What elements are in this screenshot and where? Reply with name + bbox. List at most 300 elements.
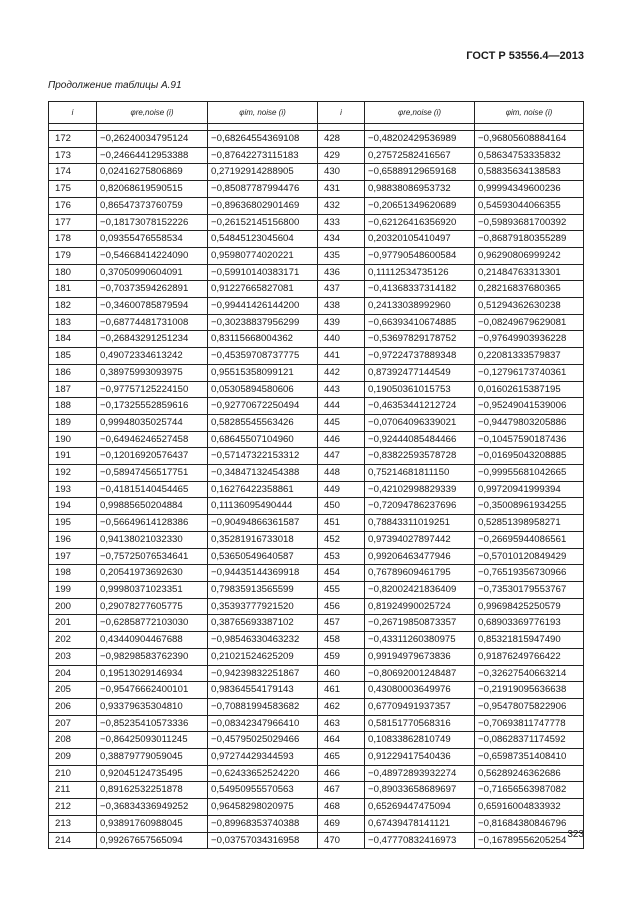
index-cell: 437 — [318, 281, 365, 298]
value-cell: −0,70373594262891 — [97, 281, 208, 298]
index-cell: 430 — [318, 164, 365, 181]
value-cell: −0,57147322153312 — [208, 448, 318, 465]
value-cell: −0,65889129659168 — [365, 164, 475, 181]
index-cell: 464 — [318, 732, 365, 749]
value-cell: 0,19513029146934 — [97, 665, 208, 682]
value-cell: 0,20320105410497 — [365, 231, 475, 248]
value-cell: 0,52851398958271 — [475, 515, 584, 532]
value-cell: 0,58835634138583 — [475, 164, 584, 181]
value-cell: 0,97394027897442 — [365, 531, 475, 548]
index-cell: 213 — [49, 815, 97, 832]
table-row — [49, 815, 584, 832]
value-cell: 0,83115668004362 — [208, 331, 318, 348]
value-cell: −0,89636802901469 — [208, 197, 318, 214]
value-cell: −0,97757125224150 — [97, 381, 208, 398]
value-cell: 0,20541973692630 — [97, 565, 208, 582]
index-cell: 206 — [49, 698, 97, 715]
value-cell: 0,91229417540436 — [365, 749, 475, 766]
value-cell: −0,92444085484466 — [365, 431, 475, 448]
table-row — [49, 247, 584, 264]
value-cell: 0,02416275806869 — [97, 164, 208, 181]
value-cell: −0,86879180355289 — [475, 231, 584, 248]
value-cell: 0,11136095490444 — [208, 498, 318, 515]
index-cell: 208 — [49, 732, 97, 749]
table-row — [49, 665, 584, 682]
value-cell: −0,30238837956299 — [208, 314, 318, 331]
value-cell: −0,26152145156800 — [208, 214, 318, 231]
index-cell: 184 — [49, 331, 97, 348]
index-cell: 201 — [49, 615, 97, 632]
value-cell: 0,96458298020975 — [208, 799, 318, 816]
value-cell: −0,57010120849429 — [475, 548, 584, 565]
value-cell: 0,82068619590515 — [97, 181, 208, 198]
value-cell: −0,48202429536989 — [365, 131, 475, 148]
value-cell: −0,45795025029466 — [208, 732, 318, 749]
index-cell: 188 — [49, 398, 97, 415]
value-cell: −0,36834336949252 — [97, 799, 208, 816]
index-cell: 178 — [49, 231, 97, 248]
index-cell: 441 — [318, 348, 365, 365]
value-cell: −0,96805608884164 — [475, 131, 584, 148]
col-header-i: i — [49, 102, 97, 124]
value-cell: −0,95476662400101 — [97, 682, 208, 699]
value-cell: −0,68264554369108 — [208, 131, 318, 148]
value-cell: −0,97790548600584 — [365, 247, 475, 264]
index-cell: 461 — [318, 682, 365, 699]
value-cell: −0,62433652524220 — [208, 765, 318, 782]
value-cell: 0,27192914288905 — [208, 164, 318, 181]
index-cell: 191 — [49, 448, 97, 465]
index-cell: 172 — [49, 131, 97, 148]
spacer-row — [49, 124, 584, 131]
index-cell: 438 — [318, 298, 365, 315]
index-cell: 190 — [49, 431, 97, 448]
index-cell: 176 — [49, 197, 97, 214]
value-cell: 0,01602615387195 — [475, 381, 584, 398]
table-row — [49, 281, 584, 298]
index-cell: 447 — [318, 448, 365, 465]
index-cell: 183 — [49, 314, 97, 331]
value-cell: 0,53650549640587 — [208, 548, 318, 565]
index-cell: 463 — [318, 715, 365, 732]
value-cell: 0,27572582416567 — [365, 147, 475, 164]
table-row — [49, 231, 584, 248]
index-cell: 175 — [49, 181, 97, 198]
value-cell: 0,91227665827081 — [208, 281, 318, 298]
index-cell: 466 — [318, 765, 365, 782]
value-cell: −0,46353441212724 — [365, 398, 475, 415]
value-cell: 0,10833862810749 — [365, 732, 475, 749]
value-cell: 0,38879779059045 — [97, 749, 208, 766]
value-cell: 0,94138021032330 — [97, 531, 208, 548]
table-row — [49, 698, 584, 715]
index-cell: 200 — [49, 598, 97, 615]
table-row — [49, 181, 584, 198]
value-cell: 0,58634753335832 — [475, 147, 584, 164]
value-cell: −0,89033658689697 — [365, 782, 475, 799]
value-cell: 0,54593044066355 — [475, 197, 584, 214]
value-cell: 0,89162532251878 — [97, 782, 208, 799]
value-cell: 0,75214681811150 — [365, 465, 475, 482]
index-cell: 449 — [318, 481, 365, 498]
value-cell: −0,42102998829339 — [365, 481, 475, 498]
value-cell: 0,67709491937357 — [365, 698, 475, 715]
standard-header: ГОСТ Р 53556.4—2013 — [466, 50, 584, 62]
value-cell: −0,98298583762390 — [97, 648, 208, 665]
value-cell: −0,18173078152226 — [97, 214, 208, 231]
value-cell: 0,99194979673836 — [365, 648, 475, 665]
table-row — [49, 197, 584, 214]
index-cell: 214 — [49, 832, 97, 849]
value-cell: −0,71656563987082 — [475, 782, 584, 799]
table-row — [49, 832, 584, 849]
index-cell: 442 — [318, 364, 365, 381]
value-cell: −0,59910140383171 — [208, 264, 318, 281]
value-cell: −0,56649614128386 — [97, 515, 208, 532]
value-cell: −0,94435144369918 — [208, 565, 318, 582]
table-row — [49, 414, 584, 431]
value-cell: 0,99720941999394 — [475, 481, 584, 498]
index-cell: 177 — [49, 214, 97, 231]
value-cell: 0,35281916733018 — [208, 531, 318, 548]
index-cell: 468 — [318, 799, 365, 816]
index-cell: 428 — [318, 131, 365, 148]
index-cell: 455 — [318, 581, 365, 598]
value-cell: −0,34847132454388 — [208, 465, 318, 482]
value-cell: −0,76519356730966 — [475, 565, 584, 582]
index-cell: 434 — [318, 231, 365, 248]
index-cell: 457 — [318, 615, 365, 632]
value-cell: −0,26719850873357 — [365, 615, 475, 632]
index-cell: 199 — [49, 581, 97, 598]
index-cell: 180 — [49, 264, 97, 281]
value-cell: 0,49072334613242 — [97, 348, 208, 365]
value-cell: 0,99698425250579 — [475, 598, 584, 615]
index-cell: 433 — [318, 214, 365, 231]
value-cell: 0,54845123045604 — [208, 231, 318, 248]
value-cell: −0,95478075822906 — [475, 698, 584, 715]
index-cell: 460 — [318, 665, 365, 682]
index-cell: 446 — [318, 431, 365, 448]
table-row — [49, 799, 584, 816]
value-cell: 0,95515358099121 — [208, 364, 318, 381]
index-cell: 456 — [318, 598, 365, 615]
value-cell: 0,78843311019251 — [365, 515, 475, 532]
page-number: 323 — [567, 829, 584, 840]
index-cell: 452 — [318, 531, 365, 548]
value-cell: −0,12016920576437 — [97, 448, 208, 465]
value-cell: 0,68645507104960 — [208, 431, 318, 448]
value-cell: 0,22081333579837 — [475, 348, 584, 365]
index-cell: 443 — [318, 381, 365, 398]
index-cell: 458 — [318, 632, 365, 649]
table-row — [49, 214, 584, 231]
index-cell: 469 — [318, 815, 365, 832]
table-row — [49, 615, 584, 632]
col-header-phi-im: φim, noise (i) — [475, 102, 584, 124]
value-cell: −0,07064096339021 — [365, 414, 475, 431]
value-cell: −0,87642273115183 — [208, 147, 318, 164]
value-cell: −0,10457590187436 — [475, 431, 584, 448]
table-header-row — [49, 102, 584, 124]
value-cell: 0,68903369776193 — [475, 615, 584, 632]
data-table — [48, 101, 584, 849]
table-row — [49, 147, 584, 164]
table-row — [49, 782, 584, 799]
value-cell: 0,93379635304810 — [97, 698, 208, 715]
value-cell: 0,38975993093975 — [97, 364, 208, 381]
index-cell: 187 — [49, 381, 97, 398]
value-cell: 0,58151770568316 — [365, 715, 475, 732]
value-cell: 0,93891760988045 — [97, 815, 208, 832]
index-cell: 186 — [49, 364, 97, 381]
index-cell: 205 — [49, 682, 97, 699]
value-cell: 0,96290806999242 — [475, 247, 584, 264]
index-cell: 181 — [49, 281, 97, 298]
value-cell: −0,47770832416973 — [365, 832, 475, 849]
value-cell: −0,90494866361587 — [208, 515, 318, 532]
value-cell: −0,08628371174592 — [475, 732, 584, 749]
index-cell: 445 — [318, 414, 365, 431]
value-cell: −0,85087787994476 — [208, 181, 318, 198]
index-cell: 198 — [49, 565, 97, 582]
index-cell: 173 — [49, 147, 97, 164]
value-cell: −0,66393410674885 — [365, 314, 475, 331]
value-cell: 0,99994349600236 — [475, 181, 584, 198]
value-cell: 0,19050361015753 — [365, 381, 475, 398]
table-row — [49, 598, 584, 615]
value-cell: 0,86547373760759 — [97, 197, 208, 214]
value-cell: 0,51294362630238 — [475, 298, 584, 315]
table-row — [49, 331, 584, 348]
value-cell: −0,94479803205886 — [475, 414, 584, 431]
value-cell: 0,81924990025724 — [365, 598, 475, 615]
col-header-phi-re: φre,noise (i) — [97, 102, 208, 124]
value-cell: −0,70693811747778 — [475, 715, 584, 732]
value-cell: 0,76789609461795 — [365, 565, 475, 582]
index-cell: 432 — [318, 197, 365, 214]
table-row — [49, 481, 584, 498]
value-cell: −0,45359708737775 — [208, 348, 318, 365]
index-cell: 212 — [49, 799, 97, 816]
index-cell: 450 — [318, 498, 365, 515]
value-cell: −0,73530179553767 — [475, 581, 584, 598]
value-cell: −0,62126416356920 — [365, 214, 475, 231]
col-header-i: i — [318, 102, 365, 124]
table-row — [49, 398, 584, 415]
table-row — [49, 431, 584, 448]
value-cell: 0,91876249766422 — [475, 648, 584, 665]
value-cell: 0,67439478141121 — [365, 815, 475, 832]
value-cell: −0,81684380846796 — [475, 815, 584, 832]
value-cell: 0,43440904467688 — [97, 632, 208, 649]
value-cell: −0,70881994583682 — [208, 698, 318, 715]
table-row — [49, 298, 584, 315]
value-cell: −0,86425093011245 — [97, 732, 208, 749]
value-cell: 0,29078277605775 — [97, 598, 208, 615]
index-cell: 462 — [318, 698, 365, 715]
index-cell: 211 — [49, 782, 97, 799]
table-row — [49, 348, 584, 365]
value-cell: −0,41368337314182 — [365, 281, 475, 298]
value-cell: 0,09355476558534 — [97, 231, 208, 248]
table-row — [49, 682, 584, 699]
table-row — [49, 448, 584, 465]
value-cell: 0,99206463477946 — [365, 548, 475, 565]
table-row — [49, 515, 584, 532]
value-cell: −0,99441426144200 — [208, 298, 318, 315]
value-cell: −0,82002421836409 — [365, 581, 475, 598]
index-cell: 435 — [318, 247, 365, 264]
value-cell: 0,16276422358861 — [208, 481, 318, 498]
value-cell: 0,99885650204884 — [97, 498, 208, 515]
index-cell: 436 — [318, 264, 365, 281]
value-cell: −0,98546330463232 — [208, 632, 318, 649]
value-cell: −0,08342347966410 — [208, 715, 318, 732]
value-cell: −0,43311260380975 — [365, 632, 475, 649]
index-cell: 440 — [318, 331, 365, 348]
table-row — [49, 531, 584, 548]
value-cell: −0,89968353740388 — [208, 815, 318, 832]
index-cell: 207 — [49, 715, 97, 732]
value-cell: −0,94239832251867 — [208, 665, 318, 682]
table-row — [49, 732, 584, 749]
value-cell: 0,21484763313301 — [475, 264, 584, 281]
index-cell: 194 — [49, 498, 97, 515]
value-cell: −0,53697829178752 — [365, 331, 475, 348]
table-caption: Продолжение таблицы А.91 — [48, 80, 182, 91]
index-cell: 448 — [318, 465, 365, 482]
index-cell: 444 — [318, 398, 365, 415]
index-cell: 189 — [49, 414, 97, 431]
index-cell: 453 — [318, 548, 365, 565]
value-cell: −0,75725076534641 — [97, 548, 208, 565]
value-cell: −0,92770672250494 — [208, 398, 318, 415]
value-cell: 0,97274429344593 — [208, 749, 318, 766]
index-cell: 454 — [318, 565, 365, 582]
value-cell: 0,92045124735495 — [97, 765, 208, 782]
value-cell: −0,34600785879594 — [97, 298, 208, 315]
index-cell: 451 — [318, 515, 365, 532]
index-cell: 196 — [49, 531, 97, 548]
index-cell: 439 — [318, 314, 365, 331]
value-cell: 0,87392477144549 — [365, 364, 475, 381]
index-cell: 431 — [318, 181, 365, 198]
value-cell: 0,79835913565599 — [208, 581, 318, 598]
value-cell: 0,99948035025744 — [97, 414, 208, 431]
table-row — [49, 164, 584, 181]
index-cell: 467 — [318, 782, 365, 799]
index-cell: 174 — [49, 164, 97, 181]
col-header-phi-im: φim, noise (i) — [208, 102, 318, 124]
table-row — [49, 264, 584, 281]
index-cell: 202 — [49, 632, 97, 649]
table-row — [49, 364, 584, 381]
index-cell: 192 — [49, 465, 97, 482]
value-cell: −0,99955681042665 — [475, 465, 584, 482]
value-cell: −0,80692001248487 — [365, 665, 475, 682]
value-cell: 0,85321815947490 — [475, 632, 584, 649]
value-cell: 0,99267657565094 — [97, 832, 208, 849]
index-cell: 470 — [318, 832, 365, 849]
value-cell: −0,62858772103030 — [97, 615, 208, 632]
value-cell: −0,26843291251234 — [97, 331, 208, 348]
value-cell: −0,16789556205254 — [475, 832, 584, 849]
table-row — [49, 749, 584, 766]
value-cell: −0,65987351408410 — [475, 749, 584, 766]
value-cell: −0,08249679629081 — [475, 314, 584, 331]
index-cell: 197 — [49, 548, 97, 565]
index-cell: 429 — [318, 147, 365, 164]
value-cell: 0,21021524625209 — [208, 648, 318, 665]
value-cell: −0,83822593578728 — [365, 448, 475, 465]
index-cell: 204 — [49, 665, 97, 682]
value-cell: 0,37050990604091 — [97, 264, 208, 281]
value-cell: 0,38765693387102 — [208, 615, 318, 632]
value-cell: 0,28216837680365 — [475, 281, 584, 298]
table-row — [49, 765, 584, 782]
value-cell: −0,54668414224090 — [97, 247, 208, 264]
value-cell: −0,26695944086561 — [475, 531, 584, 548]
value-cell: −0,95249041539006 — [475, 398, 584, 415]
value-cell: −0,97224737889348 — [365, 348, 475, 365]
value-cell: −0,68774481731008 — [97, 314, 208, 331]
value-cell: 0,98838086953732 — [365, 181, 475, 198]
table-row — [49, 632, 584, 649]
value-cell: −0,12796173740361 — [475, 364, 584, 381]
index-cell: 203 — [49, 648, 97, 665]
value-cell: 0,43080003649976 — [365, 682, 475, 699]
value-cell: −0,72094786237696 — [365, 498, 475, 515]
value-cell: 0,35393777921520 — [208, 598, 318, 615]
value-cell: −0,48972893932274 — [365, 765, 475, 782]
value-cell: 0,11112534735126 — [365, 264, 475, 281]
index-cell: 185 — [49, 348, 97, 365]
value-cell: 0,56289246362686 — [475, 765, 584, 782]
index-cell: 210 — [49, 765, 97, 782]
index-cell: 179 — [49, 247, 97, 264]
value-cell: −0,17325552859616 — [97, 398, 208, 415]
value-cell: 0,58285545563426 — [208, 414, 318, 431]
table-row — [49, 648, 584, 665]
value-cell: −0,64946246527458 — [97, 431, 208, 448]
value-cell: 0,98364554179143 — [208, 682, 318, 699]
value-cell: −0,97649903936228 — [475, 331, 584, 348]
table-row — [49, 581, 584, 598]
table-row — [49, 715, 584, 732]
value-cell: 0,65269447475094 — [365, 799, 475, 816]
value-cell: 0,24133038992960 — [365, 298, 475, 315]
value-cell: −0,58947456517751 — [97, 465, 208, 482]
table-row — [49, 548, 584, 565]
value-cell: 0,65916004833932 — [475, 799, 584, 816]
value-cell: −0,21919095636638 — [475, 682, 584, 699]
col-header-phi-re: φre,noise (i) — [365, 102, 475, 124]
table-row — [49, 465, 584, 482]
table-row — [49, 498, 584, 515]
index-cell: 465 — [318, 749, 365, 766]
value-cell: −0,03757034316958 — [208, 832, 318, 849]
value-cell: −0,32627540663214 — [475, 665, 584, 682]
value-cell: 0,54950955570563 — [208, 782, 318, 799]
table-row — [49, 565, 584, 582]
index-cell: 209 — [49, 749, 97, 766]
table-row — [49, 381, 584, 398]
value-cell: −0,41815140454465 — [97, 481, 208, 498]
index-cell: 193 — [49, 481, 97, 498]
table-row — [49, 131, 584, 148]
index-cell: 182 — [49, 298, 97, 315]
